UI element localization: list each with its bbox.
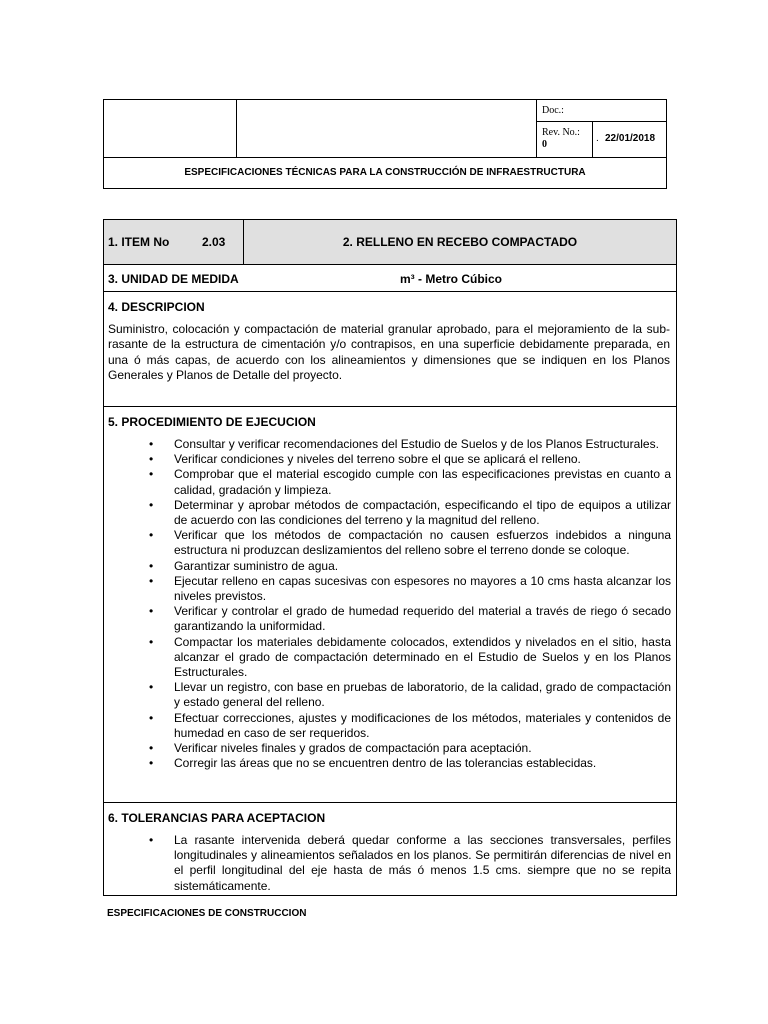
procedure-row: [104, 407, 676, 803]
bullet-icon: •: [149, 604, 154, 619]
document-title: ESPECIFICACIONES TÉCNICAS PARA LA CONSTRUCCIÓN DE INFRAESTRUCTURA: [184, 167, 586, 178]
tolerances-row: [104, 803, 676, 895]
bullet-icon: •: [149, 558, 154, 573]
document-header-table: [103, 99, 667, 189]
date-prefix: .: [596, 133, 599, 144]
procedure-item: • Garantizar suministro de agua.: [149, 558, 339, 573]
bullet-icon: •: [149, 741, 154, 756]
bullet-icon: •: [149, 497, 154, 512]
bullet-icon: •: [149, 634, 154, 649]
tolerance-item: • La rasante intervenida deberá quedar conforme a las secciones transversales, perfiles longitudinales y alineamientos señalados en los planos. Se permitirán diferencias de nivel en el perfil longitudinal del eje hasta de más ó menos 1.5 cms. siempre que no se repita sistemáticamente.: [149, 833, 671, 893]
bullet-icon: •: [149, 756, 154, 771]
doc-label: Doc.:: [542, 105, 564, 116]
logo-cell: [104, 100, 237, 157]
procedure-item: • Verificar niveles finales y grados de compactación para aceptación.: [149, 741, 532, 756]
bullet-icon: •: [149, 680, 154, 695]
procedure-item: • Ejecutar relleno en capas sucesivas con espesores no mayores a 10 cms hasta alcanzar los niveles previstos.: [149, 573, 671, 604]
bullet-icon: •: [149, 528, 154, 543]
document-date: 22/01/2018: [605, 133, 656, 144]
description-heading: 4. DESCRIPCION: [108, 300, 205, 314]
item-label: 1. ITEM No: [108, 235, 170, 249]
procedure-item: • Llevar un registro, con base en pruebas de laboratorio, de la calidad, grado de compactación y estado general del relleno.: [149, 680, 671, 710]
procedure-item: • Determinar y aprobar métodos de compactación, especificando el tipo de equipos a utilizar de acuerdo con las condiciones del terreno y la magnitud del relleno.: [149, 497, 671, 528]
rev-value: 0: [542, 139, 547, 150]
procedure-item: • Comprobar que el material escogido cumple con las especificaciones previstas en cuanto a calidad, gradación y limpieza.: [149, 467, 671, 497]
unit-row: [104, 265, 676, 292]
doc-cell: [537, 100, 666, 122]
item-title: 2. RELLENO EN RECEBO COMPACTADO: [342, 235, 578, 249]
bullet-icon: •: [149, 467, 154, 482]
bullet-icon: •: [149, 573, 154, 588]
page-footer: ESPECIFICACIONES DE CONSTRUCCION: [107, 908, 307, 919]
tolerances-list: [104, 833, 671, 894]
procedure-item: • Efectuar correcciones, ajustes y modificaciones de los métodos, materiales y contenidos de humedad en caso de ser requeridos.: [149, 710, 671, 740]
unit-label: 3. UNIDAD DE MEDIDA: [108, 272, 239, 286]
procedure-item: • Verificar condiciones y niveles del terreno sobre el que se aplicará el relleno.: [149, 452, 581, 467]
rev-cell: [537, 122, 593, 157]
procedure-item: • Corregir las áreas que no se encuentren dentro de las tolerancias establecidas.: [149, 756, 597, 771]
item-number: 2.03: [202, 235, 226, 249]
procedure-item: • Verificar que los métodos de compactación no causen esfuerzos indebidos a ninguna estructura ni produzcan deslizamientos del relleno sobre el terreno donde se coloque.: [149, 528, 671, 558]
bullet-icon: •: [149, 833, 154, 847]
item-number-cell: [104, 220, 244, 264]
procedure-item: • Consultar y verificar recomendaciones del Estudio de Suelos y de los Planos Estructurales.: [149, 437, 659, 451]
unit-value: m³ - Metro Cúbico: [400, 272, 502, 286]
procedure-heading: 5. PROCEDIMIENTO DE EJECUCION: [108, 415, 316, 429]
bullet-icon: •: [149, 452, 154, 467]
tolerances-heading: 6. TOLERANCIAS PARA ACEPTACION: [108, 811, 326, 825]
bullet-icon: •: [149, 710, 154, 725]
rev-label: Rev. No.:: [542, 127, 580, 138]
procedure-item: • Compactar los materiales debidamente colocados, extendidos y nivelados en el sitio, hasta alcanzar el grado de compactación determinado en el Estudio de Suelos y en los Planos Estructurales.: [149, 634, 671, 680]
description-row: [104, 292, 676, 407]
item-row: [104, 220, 676, 265]
procedure-list: [104, 437, 671, 771]
specification-table: [103, 219, 677, 896]
header-blank-cell: [237, 100, 537, 157]
bullet-icon: •: [149, 437, 154, 451]
date-cell: [593, 122, 666, 157]
header-title-row: [104, 157, 666, 188]
description-text: Suministro, colocación y compactación de material granular aprobado, para el mejoramiento de la sub-rasante de la estructura de cimentación y/o contrapisos, en una superficie debidamente preparada, en una ó más capas, de acuerdo con los alineamientos y dimensiones que se indiquen en los Planos Generales y Planos de Detalle del proyecto.: [108, 322, 670, 382]
rev-block: [542, 127, 580, 151]
procedure-item: • Verificar y controlar el grado de humedad requerido del material a través de riego ó secado garantizando la uniformidad.: [149, 604, 671, 634]
